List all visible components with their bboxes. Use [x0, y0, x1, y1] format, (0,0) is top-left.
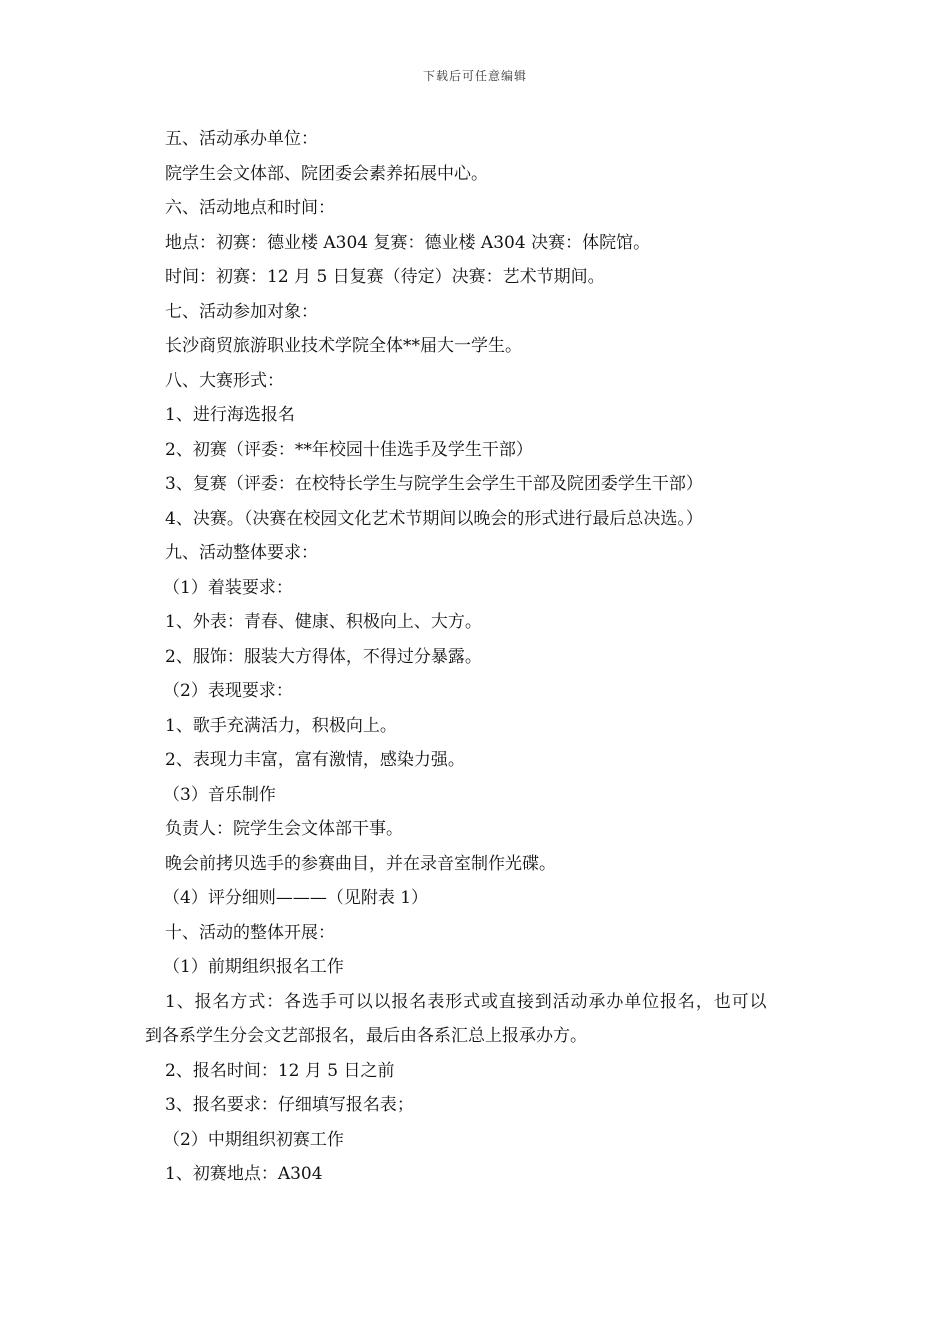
- paragraph: 晚会前拷贝选手的参赛曲目，并在录音室制作光碟。: [165, 853, 556, 874]
- subsection-heading: （2）表现要求：: [163, 681, 293, 701]
- section-heading: 六、活动地点和时间：: [165, 198, 335, 218]
- list-item: 3、复赛（评委：在校特长学生与院学生会学生干部及院团委学生干部）: [165, 474, 703, 494]
- paragraph: 地点：初赛：德业楼 A304 复赛：德业楼 A304 决赛：体院馆。: [165, 232, 651, 253]
- list-item: 1、进行海选报名: [165, 405, 295, 425]
- subsection-heading: （4）评分细则———（见附表 1）: [163, 888, 429, 908]
- list-item: 1、歌手充满活力，积极向上。: [165, 715, 397, 736]
- subsection-heading: （1）前期组织报名工作: [163, 957, 344, 977]
- paragraph-continuation: 到各系学生分会文艺部报名，最后由各系汇总上报承办方。: [145, 1026, 587, 1046]
- subsection-heading: （3）音乐制作: [163, 784, 276, 805]
- list-item: 2、初赛（评委：**年校园十佳选手及学生干部）: [165, 439, 533, 460]
- document-body: [145, 122, 835, 1192]
- list-item: 2、表现力丰富，富有激情，感染力强。: [165, 750, 465, 770]
- paragraph: 院学生会文体部、院团委会素养拓展中心。: [165, 163, 488, 184]
- list-item: 4、决赛。（决赛在校园文化艺术节期间以晚会的形式进行最后总决选。）: [165, 508, 703, 529]
- list-item: 1、初赛地点：A304: [165, 1164, 323, 1184]
- list-item: 3、报名要求：仔细填写报名表；: [165, 1095, 414, 1115]
- subsection-heading: （1）着装要求：: [163, 577, 293, 598]
- section-heading: 八、大赛形式：: [165, 370, 284, 391]
- list-item: 1、报名方式：各选手可以以报名表形式或直接到活动承办单位报名，也可以: [165, 991, 768, 1012]
- section-heading: 五、活动承办单位：: [165, 129, 318, 149]
- list-item: 2、报名时间：12 月 5 日之前: [165, 1060, 395, 1081]
- section-heading: 九、活动整体要求：: [165, 543, 318, 563]
- list-item: 2、服饰：服装大方得体，不得过分暴露。: [165, 646, 482, 667]
- paragraph: 长沙商贸旅游职业技术学院全体**届大一学生。: [165, 336, 522, 356]
- section-heading: 十、活动的整体开展：: [165, 922, 335, 943]
- list-item: 1、外表：青春、健康、积极向上、大方。: [165, 612, 482, 632]
- section-heading: 七、活动参加对象：: [165, 301, 318, 322]
- subsection-heading: （2）中期组织初赛工作: [163, 1129, 344, 1150]
- header-note: 下载后可任意编辑: [422, 69, 527, 83]
- paragraph: 负责人：院学生会文体部干事。: [165, 819, 403, 839]
- paragraph: 时间：初赛：12 月 5 日复赛（待定）决赛：艺术节期间。: [165, 267, 605, 287]
